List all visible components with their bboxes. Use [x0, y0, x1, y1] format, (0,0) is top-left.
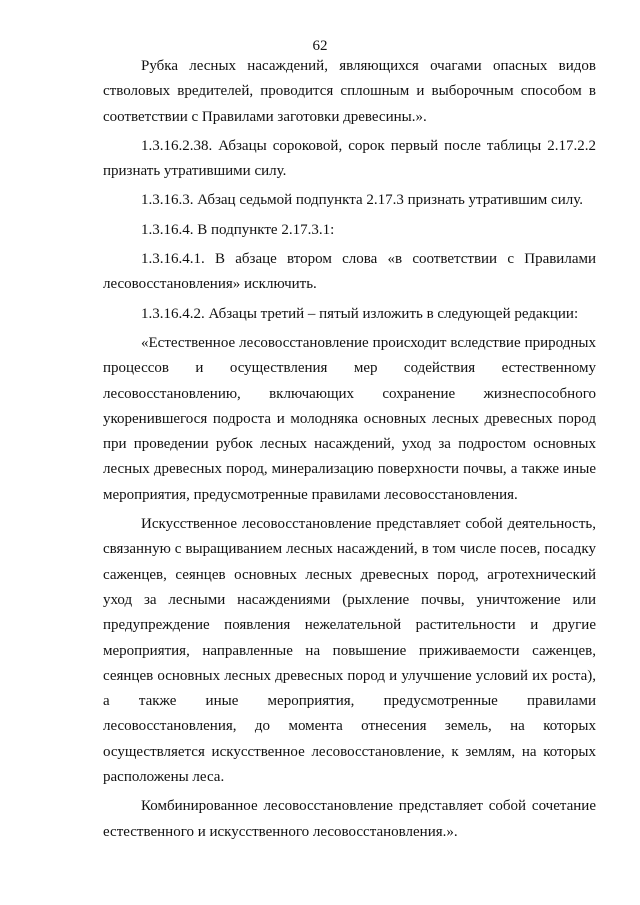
- paragraph-logging-pest-foci: Рубка лесных насаждений, являющихся очагами опасных видов стволовых вредителей, проводится сплошным и выборочным способом в соответствии с Правилами заготовки древесины.».: [103, 58, 596, 125]
- paragraph-1-3-16-4-2: 1.3.16.4.2. Абзацы третий – пятый изложить в следующей редакции:: [141, 305, 579, 322]
- paragraph-artificial-reforestation: Искусственное лесовосстановление представляет собой деятельность, связанную с выращиванием лесных насаждений, в том числе посев, посадку саженцев, сеянцев основных лесных древесных пород, агротехнический уход за лесными насаждениями (рыхление почвы, уничтожение или предупреждение появления нежелательной растительности и другие мероприятия, направленные на повышение приживаемости саженцев, сеянцев основных лесных древесных пород и улучшение условий их роста), а также иные мероприятия, предусмотренные правилами лесовосстановления, до момента отнесения земель, на которых осуществляется искусственное лесовосстановление, к землям, на которых расположены леса.: [103, 516, 596, 786]
- paragraph-combined-reforestation: Комбинированное лесовосстановление представляет собой сочетание естественного и искусственного лесовосстановления.».: [103, 798, 596, 840]
- paragraph-natural-reforestation: «Естественное лесовосстановление происходит вследствие природных процессов и осуществления мер содействия естественному лесовосстановлению, включающих сохранение жизнеспособного укоренившегося подроста и молодняка основных лесных древесных пород при проведении рубок лесных насаждений, уход за подростом основных лесных древесных пород, минерализацию поверхности почвы, а также иные мероприятия, предусмотренные правилами лесовосстановления.: [103, 334, 596, 503]
- paragraph-1-3-16-4-1: 1.3.16.4.1. В абзаце втором слова «в соответствии с Правилами лесовосстановления» исключить.: [103, 251, 596, 293]
- document-body: [103, 54, 596, 845]
- paragraph-1-3-16-4: 1.3.16.4. В подпункте 2.17.3.1:: [141, 221, 335, 238]
- paragraph-1-3-16-3: 1.3.16.3. Абзац седьмой подпункта 2.17.3 признать утратившим силу.: [141, 192, 583, 209]
- paragraph-1-3-16-2-38: 1.3.16.2.38. Абзацы сороковой, сорок первый после таблицы 2.17.2.2 признать утратившими силу.: [103, 137, 596, 180]
- page-number: 62: [312, 38, 328, 54]
